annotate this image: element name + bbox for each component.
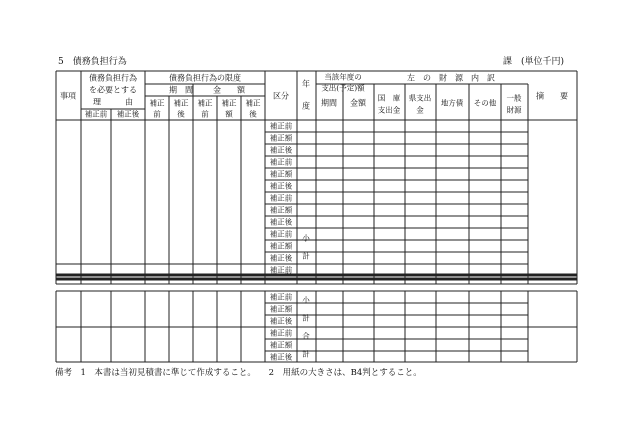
lower-row-label-3: 補正前 [269, 328, 293, 338]
header-shishutsu-2: 支出(予定)額 [321, 83, 365, 93]
header-kubun: 区分 [273, 91, 289, 101]
header-ken-1: 県支出 [408, 93, 432, 103]
header-sub-1-bottom: 後 [177, 109, 185, 119]
lower-row-label-2: 補正後 [269, 316, 293, 326]
unit-label: 課 (単位千円) [502, 57, 564, 67]
header-reason-before: 補正前 [84, 109, 108, 119]
row-label-7: 補正額 [269, 205, 293, 215]
header-sub-0-bottom: 前 [153, 109, 161, 119]
footer-note: 備考 1 本書は当初見積書に準じて作成すること。 2 用紙の大きさは、B4判とすること。 [55, 368, 422, 378]
header-ippan-2: 財源 [506, 105, 522, 115]
header-chihousai: 地方債 [440, 98, 464, 108]
shokei-1-bottom: 計 [302, 251, 310, 261]
header-tekiyo: 摘 要 [536, 91, 568, 101]
header-sub-4-bottom: 後 [249, 109, 257, 119]
document-title: 5 債務負担行為 [58, 57, 127, 67]
header-sub-2-top: 補正 [197, 98, 213, 108]
header-sonota: その他 [473, 98, 497, 108]
header-ken-2: 金 [416, 105, 424, 115]
header-limit-group: 債務負担行為の限度 [169, 73, 241, 83]
header-sub-2-bottom: 前 [201, 109, 209, 119]
row-label-6: 補正前 [269, 193, 293, 203]
row-label-0: 補正前 [269, 121, 293, 131]
gokei-bottom: 計 [302, 349, 310, 359]
row-label-11: 補正後 [269, 253, 293, 263]
row-label-5: 補正後 [269, 181, 293, 191]
lower-row-label-5: 補正後 [269, 352, 293, 362]
header-period: 期 間 [169, 85, 193, 95]
header-nendo-1: 年 [302, 79, 310, 89]
row-label-10: 補正額 [269, 241, 293, 251]
row-label-4: 補正額 [269, 169, 293, 179]
header-kikan: 期間 [321, 98, 337, 108]
header-nendo-2: 度 [302, 101, 310, 111]
header-kingaku: 金額 [350, 98, 366, 108]
header-shishutsu-1: 当該年度の [324, 72, 362, 82]
header-kuni-1: 国 庫 [377, 93, 401, 103]
row-label-1: 補正額 [269, 133, 293, 143]
lower-row-label-4: 補正額 [269, 340, 293, 350]
row-label-2: 補正後 [269, 145, 293, 155]
row-label-12: 補正前 [269, 265, 293, 275]
lower-row-label-1: 補正額 [269, 304, 293, 314]
header-sub-0-top: 補正 [149, 98, 165, 108]
row-label-9: 補正前 [269, 229, 293, 239]
shokei-1-top: 小 [302, 233, 310, 243]
header-reason-after: 補正後 [116, 109, 140, 119]
row-label-8: 補正後 [269, 217, 293, 227]
header-sub-3-top: 補正 [221, 98, 237, 108]
header-reason-2: を必要とする [89, 85, 137, 95]
header-sub-1-top: 補正 [173, 98, 189, 108]
header-ippan-1: 一般 [506, 93, 522, 103]
row-label-3: 補正前 [269, 157, 293, 167]
header-zaigen-group: 左 の 財 源 内 訳 [407, 73, 495, 83]
header-sub-3-bottom: 額 [225, 109, 233, 119]
header-reason-3: 理 由 [93, 97, 133, 107]
shokei-2-bottom: 計 [302, 313, 310, 323]
gokei-top: 合 [302, 331, 310, 341]
header-sub-4-top: 補正 [245, 98, 261, 108]
header-reason-1: 債務負担行為 [89, 73, 137, 83]
lower-row-label-0: 補正前 [269, 292, 293, 302]
header-kuni-2: 支出金 [377, 105, 401, 115]
shokei-2-top: 小 [302, 295, 310, 305]
header-jiko: 事項 [60, 91, 76, 101]
header-amount: 金 額 [213, 85, 245, 95]
